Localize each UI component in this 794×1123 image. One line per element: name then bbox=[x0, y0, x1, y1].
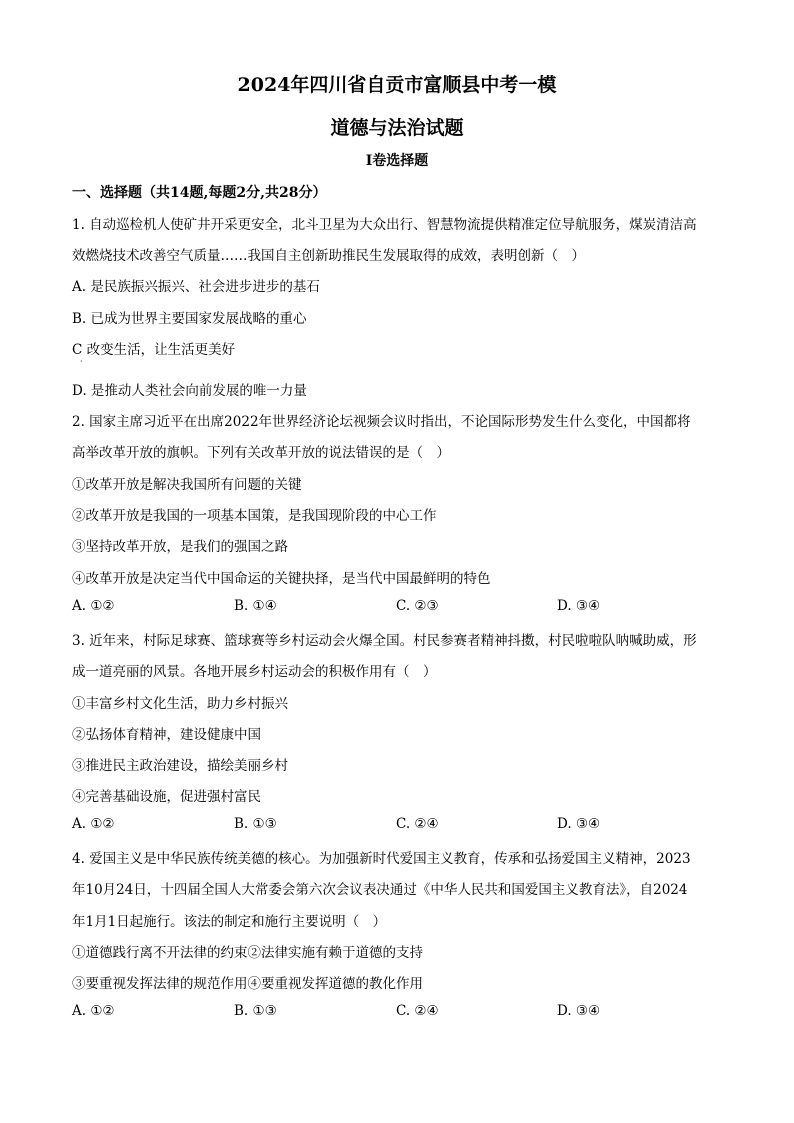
q3-option-b: B. ①③ bbox=[234, 816, 277, 832]
q4-option-c: C. ②④ bbox=[396, 1003, 439, 1019]
q4-statements-1-2: ①道德践行离不开法律的约束②法律实施有赖于道德的支持 bbox=[72, 945, 423, 961]
q3-stem-line2: 成一道亮丽的风景。各地开展乡村运动会的积极作用有（ ） bbox=[72, 664, 437, 680]
q4-stem-line3: 年1月1日起施行。该法的制定和施行主要说明（ ） bbox=[72, 914, 387, 930]
q3-statement-3: ③推进民主政治建设，描绘美丽乡村 bbox=[72, 758, 288, 774]
q3-statement-1: ①丰富乡村文化生活，助力乡村振兴 bbox=[72, 696, 288, 712]
q2-statement-3: ③坚持改革开放，是我们的强国之路 bbox=[72, 539, 288, 555]
part-heading: I卷选择题 bbox=[365, 153, 429, 169]
q2-statement-1: ①改革开放是解决我国所有问题的关键 bbox=[72, 477, 302, 493]
q2-statement-2: ②改革开放是我国的一项基本国策，是我国现阶段的中心工作 bbox=[72, 508, 437, 524]
q3-stem-line1: 3. 近年来，村际足球赛、篮球赛等乡村运动会火爆全国。村民参赛者精神抖擞，村民啦啦队呐喊助威，形 bbox=[72, 633, 697, 649]
section-heading: 一、选择题（共14题,每题2分,共28分） bbox=[72, 185, 327, 201]
exam-title: 2024年四川省自贡市富顺县中考一模 bbox=[237, 74, 557, 96]
q4-statements-3-4: ③要重视发挥法律的规范作用④要重视发挥道德的教化作用 bbox=[72, 976, 423, 992]
q1-option-d: D. 是推动人类社会向前发展的唯一力量 bbox=[72, 383, 307, 399]
q2-option-b: B. ①④ bbox=[234, 598, 277, 614]
stray-dot: · bbox=[80, 357, 83, 366]
q2-option-a: A. ①② bbox=[72, 598, 115, 614]
q3-statement-2: ②弘扬体育精神，建设健康中国 bbox=[72, 727, 261, 743]
q4-option-a: A. ①② bbox=[72, 1003, 115, 1019]
q1-option-a: A. 是民族振兴振兴、社会进步进步的基石 bbox=[72, 279, 320, 295]
q2-option-d: D. ③④ bbox=[557, 598, 601, 614]
q4-option-b: B. ①③ bbox=[234, 1003, 277, 1019]
q1-option-b: B. 已成为世界主要国家发展战略的重心 bbox=[72, 311, 307, 327]
q4-stem-line1: 4. 爱国主义是中华民族传统美德的核心。为加强新时代爱国主义教育，传承和弘扬爱国主义精神，2023 bbox=[72, 851, 691, 867]
q4-option-d: D. ③④ bbox=[557, 1003, 601, 1019]
q2-statement-4: ④改革开放是决定当代中国命运的关键抉择，是当代中国最鲜明的特色 bbox=[72, 571, 491, 587]
q3-option-c: C. ②④ bbox=[396, 816, 439, 832]
q1-stem-line1: 1. 自动巡检机人使矿井开采更安全，北斗卫星为大众出行、智慧物流提供精准定位导航服务，煤炭清洁高 bbox=[72, 217, 697, 233]
q1-option-c: C 改变生活，让生活更美好 bbox=[72, 342, 236, 358]
q4-stem-line2: 年10月24日，十四届全国人大常委会第六次会议表决通过《中华人民共和国爱国主义教育法》，自2024 bbox=[72, 882, 688, 898]
q2-option-c: C. ②③ bbox=[396, 598, 439, 614]
q1-stem-line2: 效燃烧技术改善空气质量……我国自主创新助推民生发展取得的成效，表明创新（ ） bbox=[72, 248, 585, 264]
q3-option-a: A. ①② bbox=[72, 816, 115, 832]
q2-stem-line2: 高举改革开放的旗帜。下列有关改革开放的说法错误的是（ ） bbox=[72, 445, 450, 461]
q3-option-d: D. ③④ bbox=[557, 816, 601, 832]
q2-stem-line1: 2. 国家主席习近平在出席2022年世界经济论坛视频会议时指出，不论国际形势发生什么变化，中国都将 bbox=[72, 414, 691, 430]
q3-statement-4: ④完善基础设施，促进强村富民 bbox=[72, 789, 261, 805]
exam-subtitle: 道德与法治试题 bbox=[330, 117, 464, 139]
